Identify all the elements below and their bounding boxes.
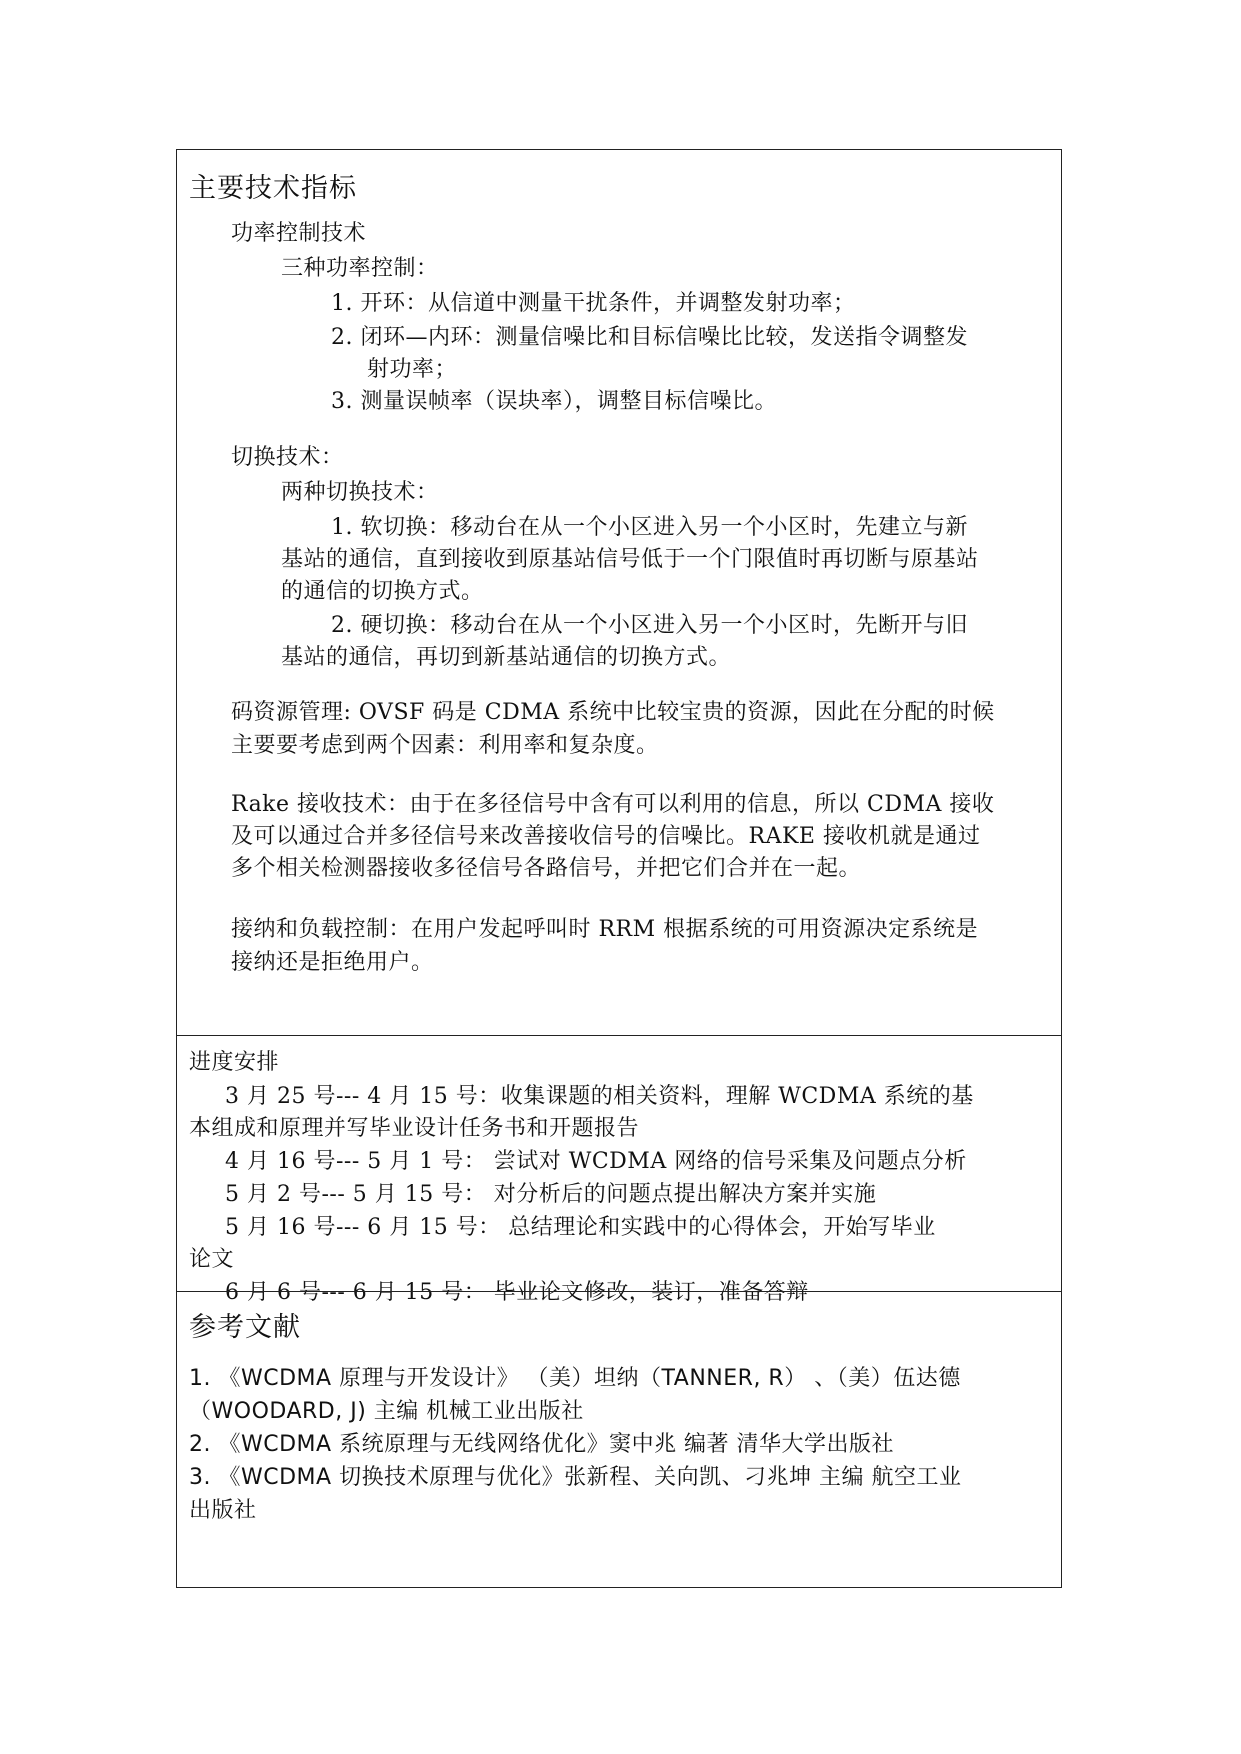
schedule-line: 3 月 25 号--- 4 月 15 号：收集课题的相关资料，理解 WCDMA 系统的基 <box>225 1084 974 1109</box>
power-control-title: 功率控制技术 <box>231 221 367 246</box>
schedule-line-continued: 论文 <box>189 1247 235 1272</box>
power-control-subtitle: 三种功率控制： <box>281 256 439 281</box>
schedule-line: 4 月 16 号--- 5 月 1 号： 尝试对 WCDMA 网络的信号采集及问题点分析 <box>225 1149 967 1174</box>
rake-text: Rake 接收技术：由于在多径信号中含有可以利用的信息，所以 CDMA 接收 <box>231 792 995 817</box>
power-item: 1. 开环：从信道中测量干扰条件，并调整发射功率； <box>331 291 856 316</box>
tech-section <box>177 150 1061 1035</box>
schedule-line: 6 月 6 号--- 6 月 15 号： 毕业论文修改，装订，准备答辩 <box>225 1280 809 1305</box>
schedule-heading: 进度安排 <box>189 1050 280 1075</box>
reference-item-continued: 出版社 <box>189 1498 257 1523</box>
handover-subtitle: 两种切换技术： <box>281 480 439 505</box>
handover-item: 1. 软切换：移动台在从一个小区进入另一个小区时，先建立与新 <box>331 515 968 540</box>
rake-text: 及可以通过合并多径信号来改善接收信号的信噪比。RAKE 接收机就是通过 <box>231 824 981 849</box>
code-resource-text: 码资源管理: OVSF 码是 CDMA 系统中比较宝贵的资源，因此在分配的时候 <box>231 700 995 725</box>
reference-item: 2. 《WCDMA 系统原理与无线网络优化》窦中兆 编著 清华大学出版社 <box>189 1432 895 1457</box>
power-item: 3. 测量误帧率（误块率），调整目标信噪比。 <box>331 389 777 414</box>
code-resource-text: 主要要考虑到两个因素：利用率和复杂度。 <box>231 733 659 758</box>
schedule-line-continued: 本组成和原理并写毕业设计任务书和开题报告 <box>189 1116 640 1141</box>
reference-item: 3. 《WCDMA 切换技术原理与优化》张新程、关向凯、刁兆坤 主编 航空工业 <box>189 1465 962 1490</box>
handover-item-continued: 的通信的切换方式。 <box>281 579 484 604</box>
tech-heading: 主要技术指标 <box>189 173 357 204</box>
power-item: 2. 闭环—内环：测量信噪比和目标信噪比比较，发送指令调整发 <box>331 325 968 350</box>
handover-item-continued: 基站的通信，直到接收到原基站信号低于一个门限值时再切断与原基站 <box>281 547 979 572</box>
reference-item-continued: （WOODARD, J) 主编 机械工业出版社 <box>189 1399 584 1424</box>
handover-item-continued: 基站的通信，再切到新基站通信的切换方式。 <box>281 645 732 670</box>
references-section <box>177 1291 1061 1587</box>
power-item-continued: 射功率； <box>367 357 458 382</box>
admission-text: 接纳和负载控制：在用户发起呼叫时 RRM 根据系统的可用资源决定系统是 <box>231 917 979 942</box>
admission-text: 接纳还是拒绝用户。 <box>231 950 434 975</box>
handover-item: 2. 硬切换：移动台在从一个小区进入另一个小区时，先断开与旧 <box>331 613 968 638</box>
form-table <box>176 149 1062 1588</box>
schedule-line: 5 月 16 号--- 6 月 15 号： 总结理论和实践中的心得体会，开始写毕业 <box>225 1215 936 1240</box>
reference-item: 1. 《WCDMA 原理与开发设计》 （美）坦纳（TANNER, R） 、（美）伍达德 <box>189 1366 961 1391</box>
references-heading: 参考文献 <box>189 1312 301 1343</box>
schedule-section <box>177 1035 1061 1305</box>
rake-text: 多个相关检测器接收多径信号各路信号，并把它们合并在一起。 <box>231 856 862 881</box>
handover-title: 切换技术： <box>231 445 344 470</box>
schedule-line: 5 月 2 号--- 5 月 15 号： 对分析后的问题点提出解决方案并实施 <box>225 1182 877 1207</box>
